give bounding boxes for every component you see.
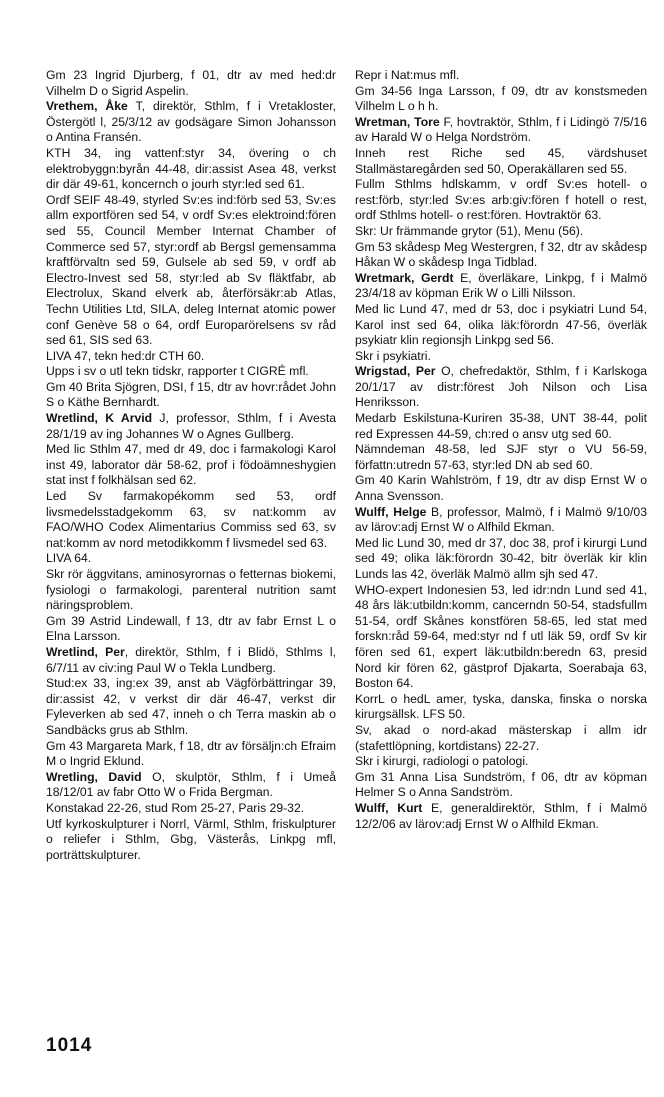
entry-text: E, överläkare, Linkpg, f i Malmö 23/4/18 av köpman Erik W o Lilli Nilsson. xyxy=(355,270,647,301)
entry-text: , direktör, Sthlm, f i Blidö, Sthlms l, 6/7/11 av civ:ing Paul W o Tekla Lundberg. xyxy=(46,644,336,675)
entry-text: WHO-expert Indonesien 53, led idr:ndn Lund sed 41, 48 års läk:utbildn:komm, cancerndn 50-54, stadsfullm 51-54, ordf Skånes konstfören 58-65, led stat med forskn:råd 59-64, med:styr nd f utl läk 59, ordf Sv kir fören sed 61, expert läk:utbildn:beredn 63, presid Nord kir fören 62, gästprof Djakarta, Soerabaja 63, Boston 64. xyxy=(355,582,647,691)
entry-text: Gm 31 Anna Lisa Sundström, f 06, dtr av köpman Helmer S o Anna Sandström. xyxy=(355,769,647,800)
entry-text: Stud:ex 33, ing:ex 39, anst ab Vägförbättringar 39, dir:assist 42, v verkst dir där 46-47, verkst dir Fyleverken ab sed 47, inneh o ch Terra maskin ab o Sandbäcks grus ab Sthlm. xyxy=(46,676,336,737)
entry-text: O, chefredaktör, Sthlm, f i Karlskoga 20/1/17 av distr:förest Joh Nilson och Lisa Henriksson. xyxy=(355,364,648,410)
entry-paragraph xyxy=(355,224,647,240)
entry-text: LIVA 47, tekn hed:dr CTH 60. xyxy=(46,348,205,363)
entry-name: Wretmark, Gerdt xyxy=(355,270,454,285)
entry-heading-paragraph xyxy=(46,411,336,442)
entry-text: Sv, akad o nord-akad mästerskap i allm idr (stafettlöpning, kortdistans) 22-27. xyxy=(355,722,647,753)
entry-paragraph xyxy=(46,193,336,349)
entry-text: KTH 34, ing vattenf:styr 34, övering o ch elektrobyggn:byrån 44-48, dir:assist Asea 48, verkst dir där 49-61, koncernch o jourh styr:led sed 61. xyxy=(46,145,336,192)
entry-paragraph xyxy=(46,739,336,770)
entry-paragraph xyxy=(355,536,647,583)
entry-text: Med lic Lund 47, med dr 53, doc i psykiatri Lund 54, Karol inst sed 64, olika läk:förordn 47-56, överläk psykiatr klin regionsjh Linkpg sed 56. xyxy=(355,301,647,348)
entry-paragraph xyxy=(46,567,336,614)
entry-paragraph xyxy=(355,770,647,801)
entry-heading-paragraph xyxy=(46,770,336,801)
entry-heading-paragraph xyxy=(355,364,647,411)
entry-text: F, hovtraktör, Sthlm, f i Lidingö 7/5/16 av Harald W o Helga Nordström. xyxy=(355,114,647,145)
entry-text: O, skulptör, Sthlm, f i Umeå 18/12/01 av fabr Otto W o Frida Bergman. xyxy=(46,769,337,800)
entry-text: Utf kyrkoskulpturer i Norrl, Värml, Sthlm, friskulpturer o reliefer i Sthlm, Gbg, Västerås, Linkpg mfl, porträttskulpturer. xyxy=(46,816,336,862)
entry-heading-paragraph xyxy=(355,801,647,832)
entry-paragraph xyxy=(355,302,647,349)
entry-text: LIVA 64. xyxy=(46,551,92,566)
entry-name: Wretlind, Per xyxy=(46,644,125,659)
entry-text: Gm 34-56 Inga Larsson, f 09, dtr av konstsmeden Vilhelm L o h h. xyxy=(355,83,647,114)
entry-text: Skr i psykiatri. xyxy=(355,348,431,363)
entry-paragraph xyxy=(46,68,336,99)
entry-paragraph xyxy=(355,240,647,271)
entry-heading-paragraph xyxy=(355,271,647,302)
entry-paragraph xyxy=(355,723,647,754)
entry-paragraph xyxy=(46,489,336,551)
entry-text: Skr rör äggvitans, aminosyrornas o fetternas biokemi, fysiologi o farmakologi, parenteral nutrition samt näringsproblem. xyxy=(46,567,336,613)
entry-paragraph xyxy=(46,551,336,567)
entry-paragraph xyxy=(355,754,647,770)
entry-text: Fullm Sthlms hdlskamm, v ordf Sv:es hotell- o rest:förb, styr:led Sv:es arb:giv:fören f hotell o rest, ordf Sthlms hotell- o rest:fören. Hovtraktör 63. xyxy=(355,177,647,223)
entry-heading-paragraph xyxy=(46,99,336,146)
right-column xyxy=(355,68,647,832)
entry-name: Wretling, David xyxy=(46,769,142,784)
entry-text: Gm 40 Karin Wahlström, f 19, dtr av disp Ernst W o Anna Svensson. xyxy=(355,473,647,504)
entry-text: E, generaldirektör, Sthlm, f i Malmö 12/2/06 av lärov:adj Ernst W o Alfhild Ekman. xyxy=(355,800,647,831)
entry-paragraph xyxy=(46,364,336,380)
entry-text: B, professor, Malmö, f i Malmö 9/10/03 av lärov:adj Ernst W o Alfhild Ekman. xyxy=(355,504,647,535)
entry-text: Konstakad 22-26, stud Rom 25-27, Paris 29-32. xyxy=(46,800,305,815)
entry-name: Wrigstad, Per xyxy=(355,364,436,379)
entry-paragraph xyxy=(46,380,336,411)
entry-paragraph xyxy=(46,146,336,193)
page-number: 1014 xyxy=(46,1035,93,1056)
entry-name: Wulff, Helge xyxy=(355,504,427,519)
entry-text: Med lic Sthlm 47, med dr 49, doc i farmakologi Karol inst 49, laborator där 58-62, prof i födoämneshygien stat inst f folkhälsan sed 62. xyxy=(46,442,336,488)
entry-text: Upps i sv o utl tekn tidskr, rapporter t CIGRÉ mfl. xyxy=(46,364,309,379)
entry-text: Skr: Ur främmande grytor (51), Menu (56). xyxy=(355,223,584,238)
entry-text: Gm 39 Astrid Lindewall, f 13, dtr av fabr Ernst L o Elna Larsson. xyxy=(46,613,336,644)
entry-paragraph xyxy=(355,692,647,723)
entry-heading-paragraph xyxy=(46,645,336,676)
entry-name: Wulff, Kurt xyxy=(355,800,423,815)
entry-name: Wretman, Tore xyxy=(355,114,440,129)
entry-heading-paragraph xyxy=(355,115,647,146)
entry-paragraph xyxy=(355,411,647,442)
entry-paragraph xyxy=(355,84,647,115)
left-column xyxy=(46,68,336,863)
entry-name: Wretlind, K Arvid xyxy=(46,411,153,426)
entry-name: Vrethem, Åke xyxy=(46,99,128,114)
entry-text: Gm 43 Margareta Mark, f 18, dtr av försäljn:ch Efraim M o Ingrid Eklund. xyxy=(46,738,336,769)
entry-text: Skr i kirurgi, radiologi o patologi. xyxy=(355,754,529,769)
entry-paragraph xyxy=(355,442,647,473)
entry-text: Ordf SEIF 48-49, styrled Sv:es ind:förb sed 53, Sv:es allm exportfören sed 54, v ordf Sv:es elektroind:fören sed 55, Council Member Internat Chamber of Commerce sed 57, styr:ordf ab Bergsl gemensamma kraftförvaltn sed 59, Gulsele ab sed 59, v ordf ab Electro-Invest sed 58, styr:led ab Sv fläktfabr, ab Electrolux, Skand elverk ab, återförsäkr:ab Atlas, Techn Utilities Ltd, SILA, deleg Internat atomic power conf Genève 58 o 64, ordf Europarörelsens sv råd sed 61, SIS sed 63. xyxy=(46,192,336,348)
entry-heading-paragraph xyxy=(355,505,647,536)
entry-text: Repr i Nat:mus mfl. xyxy=(355,68,460,82)
entry-text: Nämndeman 48-58, led SJF styr o VU 56-59, författn:utredn 57-63, styr:led DN ab sed 60. xyxy=(355,442,647,472)
entry-paragraph xyxy=(46,817,336,864)
entry-paragraph xyxy=(355,177,647,224)
entry-paragraph xyxy=(355,349,647,365)
entry-paragraph xyxy=(355,68,647,84)
entry-paragraph xyxy=(46,614,336,645)
entry-text: Gm 40 Brita Sjögren, DSI, f 15, dtr av hovr:rådet John S o Käthe Bernhardt. xyxy=(46,379,336,410)
entry-paragraph xyxy=(46,676,336,738)
entry-paragraph xyxy=(355,583,647,692)
entry-paragraph xyxy=(355,473,647,504)
entry-text: Gm 23 Ingrid Djurberg, f 01, dtr av med hed:dr Vilhelm D o Sigrid Aspelin. xyxy=(46,68,336,98)
entry-text: Med lic Lund 30, med dr 37, doc 38, prof i kirurgi Lund sed 49; olika läk:förordn 30-42, bitr överläk kir klin Lunds las 42, överläk Malmö allm sjh sed 47. xyxy=(355,535,647,581)
entry-paragraph xyxy=(355,146,647,177)
entry-text: Led Sv farmakopékomm sed 53, ordf livsmedelsstadgekomm 63, sv nat:komm av FAO/WHO Codex Alimentarius Commiss sed 63, sv nat:komm av nord metodikkomm f livsmedel sed 63. xyxy=(46,489,336,550)
entry-text: T, direktör, Sthlm, f i Vretakloster, Östergötl l, 25/3/12 av godsägare Simon Johansson o Antina Fransén. xyxy=(46,99,336,145)
entry-paragraph xyxy=(46,442,336,489)
entry-text: Gm 53 skådesp Meg Westergren, f 32, dtr av skådesp Håkan W o skådesp Inga Tidblad. xyxy=(355,239,647,270)
entry-text: J, professor, Sthlm, f i Avesta 28/1/19 av ing Johannes W o Agnes Gullberg. xyxy=(46,411,336,441)
entry-text: KorrL o hedL amer, tyska, danska, finska o norska kirurgsällsk. LFS 50. xyxy=(355,691,647,722)
entry-paragraph xyxy=(46,349,336,365)
entry-text: Inneh rest Riche sed 45, värdshuset Stallmästaregården sed 50, Operakällaren sed 55. xyxy=(355,145,647,176)
entry-text: Medarb Eskilstuna-Kuriren 35-38, UNT 38-44, polit red Expressen 44-59, ch:red o ansv utg sed 60. xyxy=(355,411,647,441)
entry-paragraph xyxy=(46,801,336,817)
